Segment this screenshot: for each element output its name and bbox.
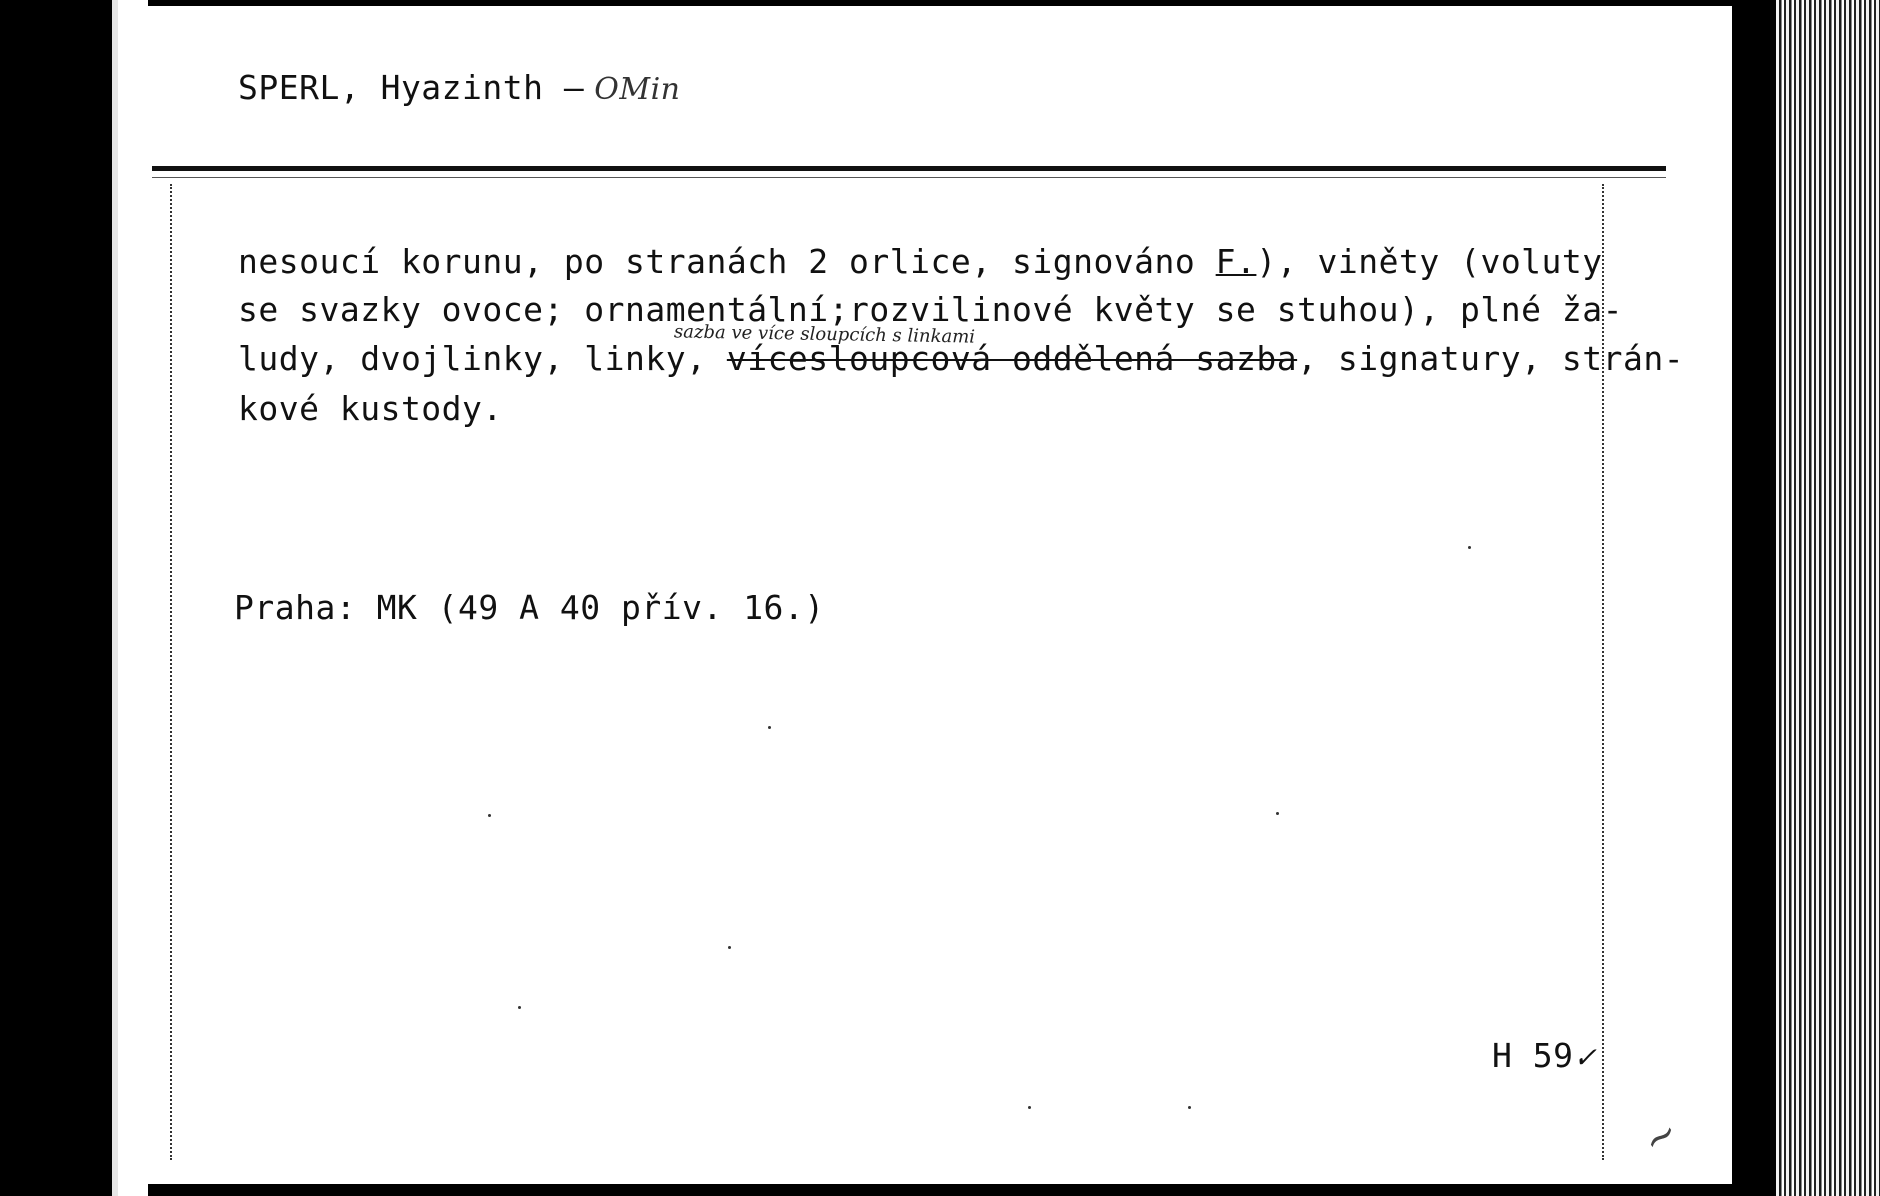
description-text: , signatury, strán- <box>1297 339 1685 378</box>
shelfmark <box>1492 1036 1597 1078</box>
shelfmark-text: H 59 <box>1492 1036 1574 1075</box>
description-line-3 <box>238 339 1684 379</box>
handwritten-note: OMin <box>594 72 681 107</box>
description-line-1 <box>238 242 1603 282</box>
index-card <box>148 6 1732 1184</box>
description-line-4: kové kustody. <box>238 389 503 428</box>
dust-speck <box>768 726 771 729</box>
struck-text: vícesloupcová oddělená sazba <box>726 339 1298 378</box>
dust-speck <box>518 1006 521 1009</box>
handwritten-insertion: sazba ve více sloupcích s linkami <box>673 321 976 348</box>
check-mark-icon: ✓ <box>1573 1041 1598 1074</box>
card-heading <box>238 68 681 110</box>
dust-speck <box>488 814 491 817</box>
dust-speck <box>728 946 731 949</box>
description-text: nesoucí korunu, po stranách 2 orlice, signováno <box>238 242 1216 281</box>
description-text: ludy, dvojlinky, linky, <box>238 339 727 378</box>
dust-speck <box>1188 1106 1191 1109</box>
description-text: ), viněty (voluty <box>1256 242 1603 281</box>
header-rule-thin <box>152 177 1666 178</box>
right-margin-rule <box>1602 184 1604 1160</box>
author-name: SPERL, Hyazinth – <box>238 68 585 107</box>
dust-speck <box>1468 546 1471 549</box>
left-margin-rule <box>170 184 172 1160</box>
location-line: Praha: MK (49 A 40 přív. 16.) <box>234 588 825 627</box>
dust-speck <box>1276 812 1279 815</box>
corner-pencil-mark: ~ <box>1633 1108 1688 1166</box>
description-line-2: se svazky ovoce; ornamentální;rozvilinové květy se stuhou), plné ža- <box>238 290 1624 329</box>
scanner-edge-strip <box>1776 0 1880 1196</box>
header-rule <box>152 166 1666 171</box>
dust-speck <box>1028 1106 1031 1109</box>
card-left-edge <box>118 0 148 1196</box>
signature-mark: F. <box>1215 242 1257 281</box>
